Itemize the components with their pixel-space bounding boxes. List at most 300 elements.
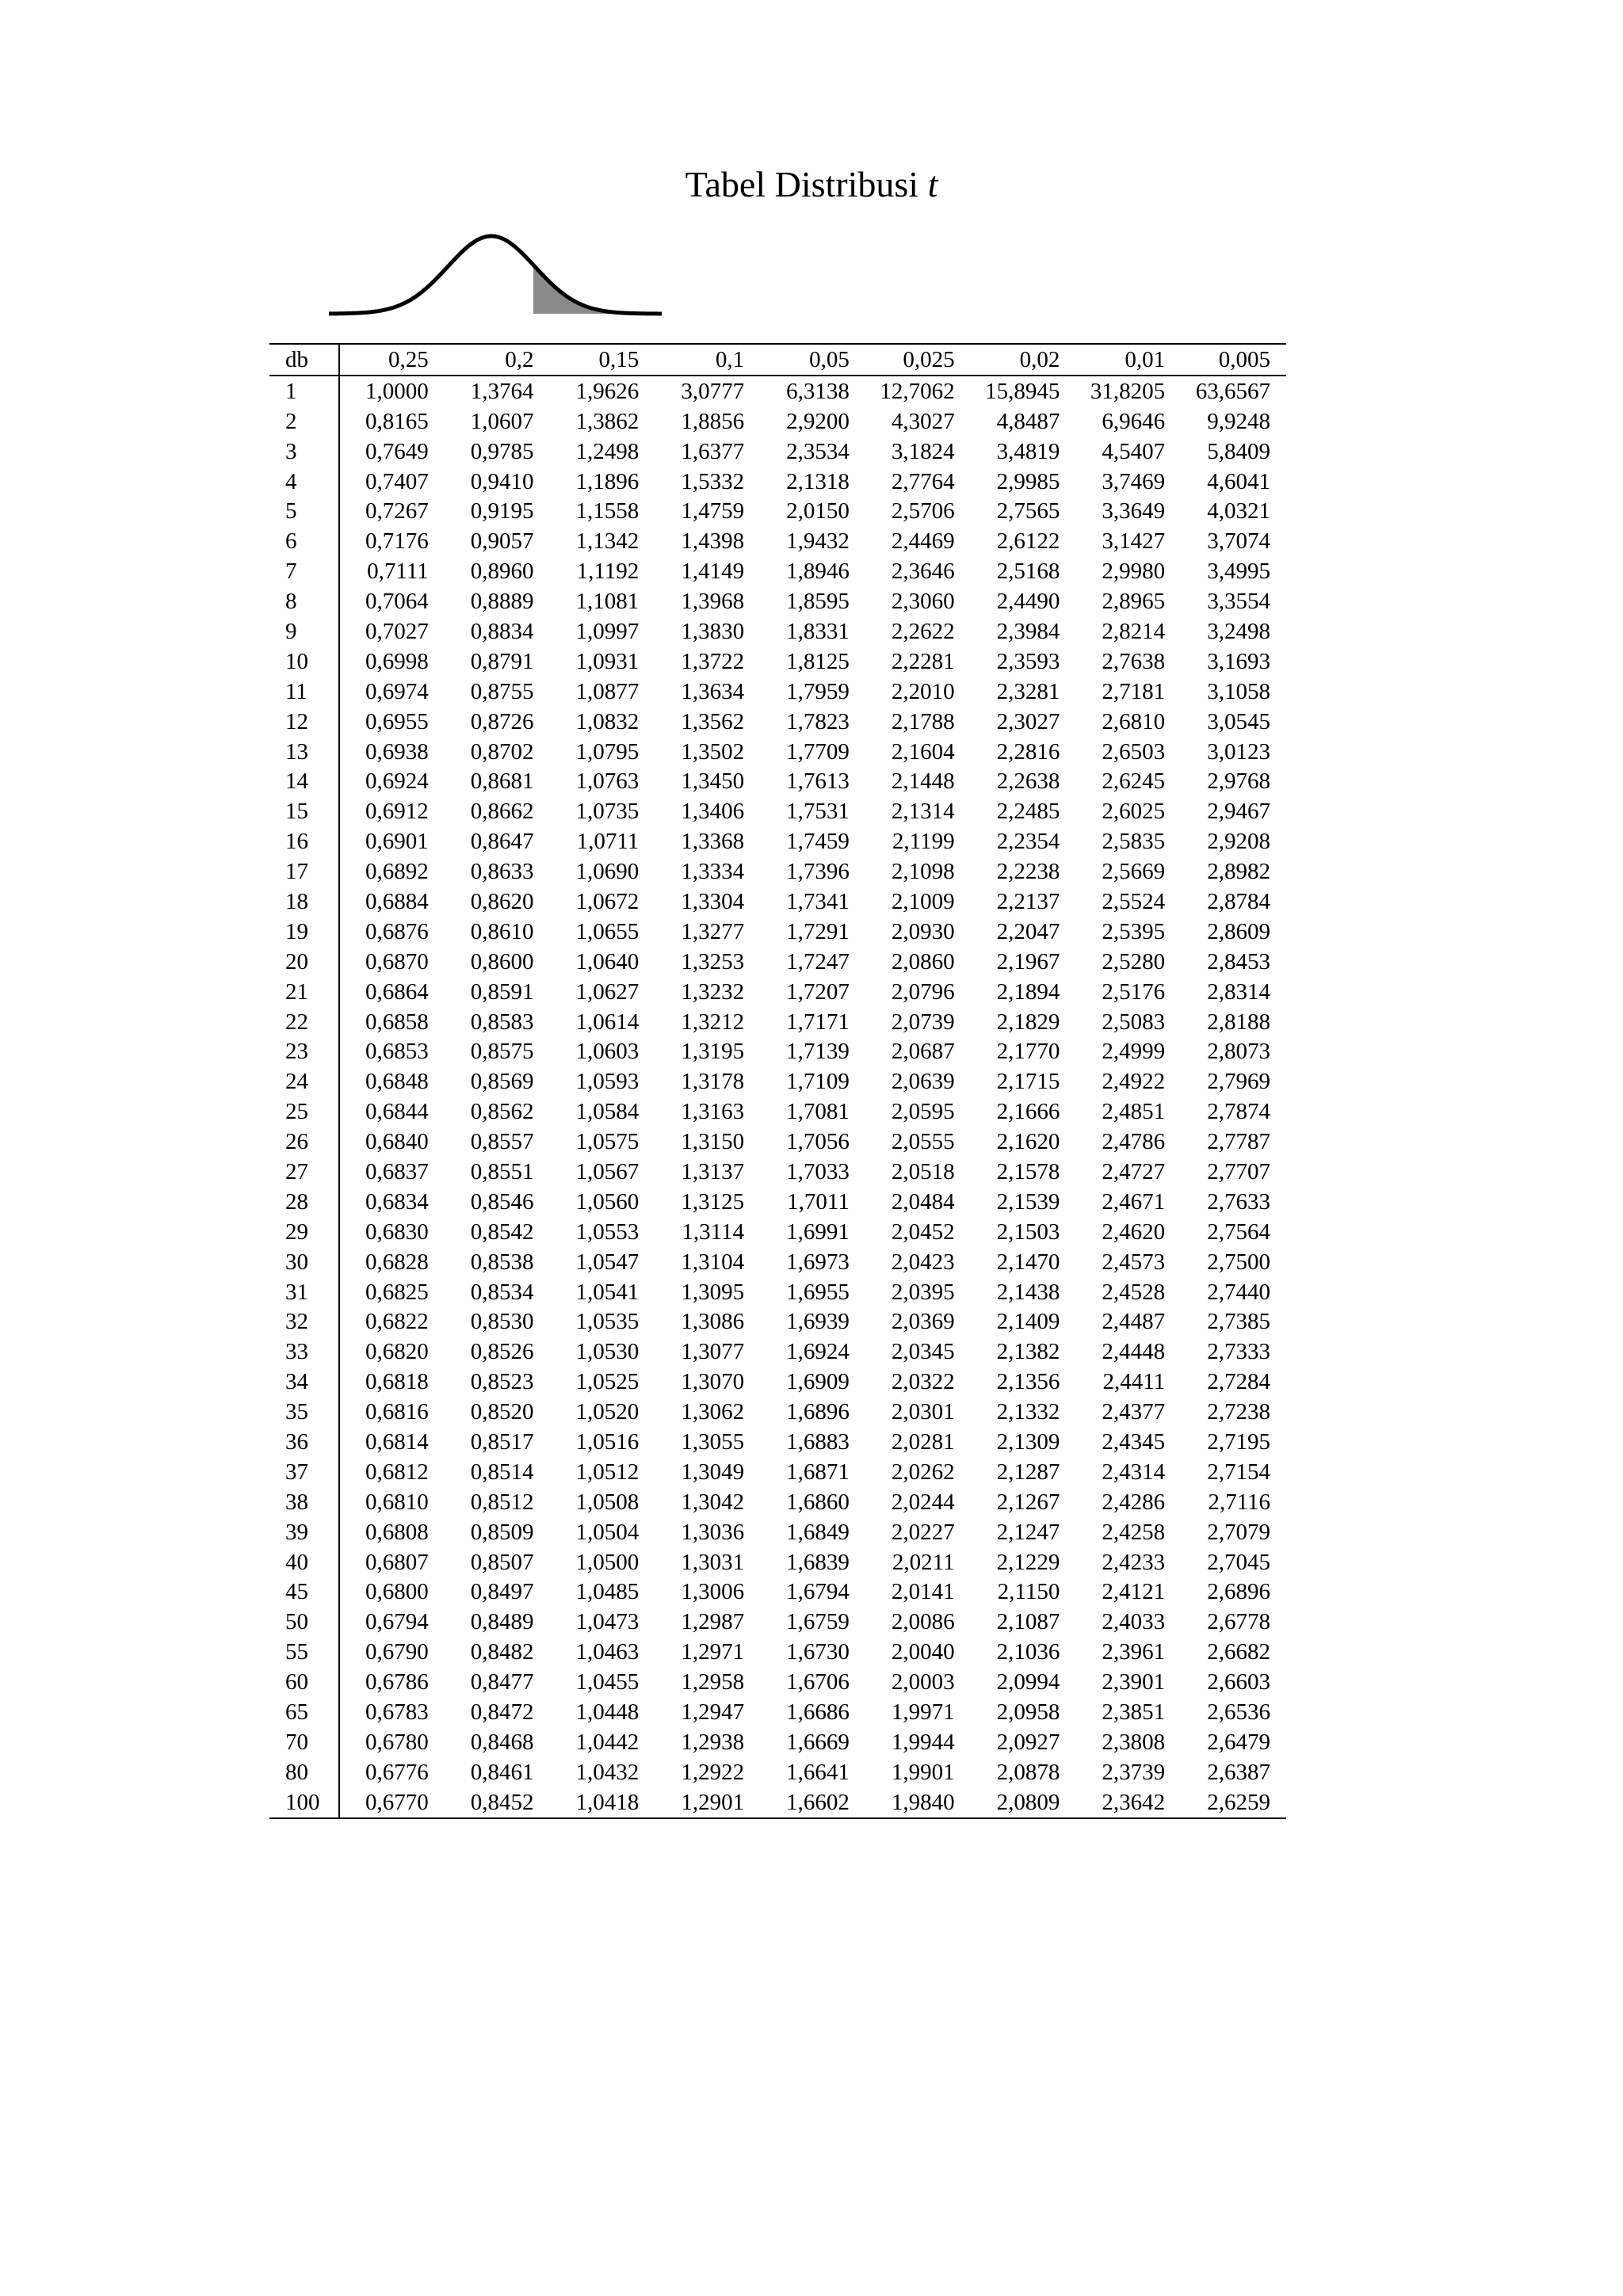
table-row: [269, 406, 1286, 437]
critical-value-cell: 2,1438: [996, 1279, 1060, 1305]
critical-value-cell: 0,8647: [470, 829, 534, 855]
critical-value-cell: 0,8489: [470, 1609, 534, 1635]
critical-value-cell: 2,3027: [996, 708, 1060, 734]
critical-value-cell: 1,0603: [575, 1039, 640, 1065]
critical-value-cell: 2,4671: [1102, 1188, 1166, 1215]
table-row: [269, 1607, 1286, 1637]
critical-value-cell: 2,1247: [996, 1519, 1060, 1545]
critical-value-cell: 2,1788: [891, 708, 955, 734]
critical-value-cell: 1,0795: [575, 738, 640, 765]
critical-value-cell: 1,3178: [681, 1069, 745, 1095]
critical-value-cell: 1,3036: [681, 1519, 745, 1545]
critical-value-cell: 4,8487: [996, 408, 1060, 434]
critical-value-cell: 2,0322: [891, 1369, 955, 1395]
critical-value-cell: 1,6706: [786, 1669, 850, 1695]
critical-value-cell: 2,8965: [1102, 589, 1166, 615]
critical-value-cell: 3,0123: [1207, 738, 1270, 765]
critical-value-cell: 0,6812: [365, 1459, 429, 1485]
critical-value-cell: 1,6896: [786, 1399, 850, 1425]
table-row: [269, 796, 1286, 826]
critical-value-cell: 2,5835: [1102, 829, 1166, 855]
critical-value-cell: 0,9785: [470, 438, 534, 464]
critical-value-cell: 2,4233: [1102, 1549, 1166, 1575]
table-row: [269, 887, 1286, 917]
critical-value-cell: 0,8575: [470, 1039, 534, 1065]
degrees-of-freedom-cell: 24: [269, 1066, 339, 1097]
table-row: [269, 1787, 1286, 1818]
critical-value-cell: 0,9057: [470, 528, 534, 555]
critical-value-cell: 2,6503: [1102, 738, 1166, 765]
degrees-of-freedom-cell: 36: [269, 1427, 339, 1457]
critical-value-cell: 2,1356: [996, 1369, 1060, 1395]
critical-value-cell: 2,0086: [891, 1609, 955, 1635]
critical-value-cell: 0,8461: [470, 1759, 534, 1785]
critical-value-cell: 1,7291: [786, 918, 850, 944]
critical-value-cell: 2,0860: [891, 948, 955, 974]
critical-value-cell: 2,3642: [1102, 1789, 1166, 1815]
critical-value-cell: 2,0739: [891, 1009, 955, 1035]
critical-value-cell: 0,7649: [365, 438, 429, 464]
degrees-of-freedom-cell: 32: [269, 1307, 339, 1337]
critical-value-cell: 1,2901: [681, 1789, 745, 1815]
critical-value-cell: 1,2498: [575, 438, 640, 464]
critical-value-cell: 2,4469: [891, 528, 955, 555]
critical-value-cell: 0,8791: [470, 648, 534, 674]
degrees-of-freedom-cell: 34: [269, 1367, 339, 1397]
critical-value-cell: 1,1081: [575, 589, 640, 615]
critical-value-cell: 0,6776: [365, 1759, 429, 1785]
degrees-of-freedom-cell: 55: [269, 1637, 339, 1667]
critical-value-cell: 6,3138: [786, 378, 850, 404]
critical-value-cell: 1,0655: [575, 918, 640, 944]
table-row: [269, 1097, 1286, 1127]
critical-value-cell: 1,3104: [681, 1249, 745, 1275]
degrees-of-freedom-cell: 39: [269, 1517, 339, 1547]
critical-value-cell: 3,3554: [1207, 589, 1270, 615]
critical-value-cell: 1,3150: [681, 1129, 745, 1155]
critical-value-cell: 0,6830: [365, 1219, 429, 1245]
degrees-of-freedom-cell: 65: [269, 1697, 339, 1727]
critical-value-cell: 3,1058: [1207, 678, 1270, 704]
critical-value-cell: 2,1604: [891, 738, 955, 765]
critical-value-cell: 2,7045: [1207, 1549, 1270, 1575]
critical-value-cell: 1,7709: [786, 738, 850, 765]
critical-value-cell: 1,6991: [786, 1219, 850, 1245]
critical-value-cell: 2,9467: [1207, 799, 1270, 825]
degrees-of-freedom-cell: 100: [269, 1787, 339, 1818]
critical-value-cell: 1,0832: [575, 708, 640, 734]
critical-value-cell: 2,3739: [1102, 1759, 1166, 1785]
critical-value-cell: 1,8125: [786, 648, 850, 674]
table-row: [269, 1157, 1286, 1187]
critical-value-cell: 1,5332: [681, 468, 745, 494]
critical-value-cell: 1,8595: [786, 589, 850, 615]
critical-value-cell: 1,6909: [786, 1369, 850, 1395]
degrees-of-freedom-cell: 25: [269, 1097, 339, 1127]
critical-value-cell: 0,7027: [365, 618, 429, 644]
critical-value-cell: 0,6800: [365, 1579, 429, 1605]
critical-value-cell: 2,0878: [996, 1759, 1060, 1785]
critical-value-cell: 2,1503: [996, 1219, 1060, 1245]
critical-value-cell: 1,1558: [575, 498, 640, 524]
critical-value-cell: 1,2971: [681, 1639, 745, 1665]
critical-value-cell: 2,5706: [891, 498, 955, 524]
critical-value-cell: 1,3125: [681, 1188, 745, 1215]
critical-value-cell: 63,6567: [1195, 378, 1270, 404]
critical-value-cell: 0,7111: [367, 559, 429, 585]
table-row: [269, 1277, 1286, 1307]
critical-value-cell: 1,0547: [575, 1249, 640, 1275]
critical-value-cell: 2,6682: [1207, 1639, 1270, 1665]
critical-value-cell: 0,8834: [470, 618, 534, 644]
critical-value-cell: 1,7396: [786, 859, 850, 885]
critical-value-cell: 2,0301: [891, 1399, 955, 1425]
critical-value-cell: 2,4487: [1102, 1309, 1166, 1335]
critical-value-cell: 1,7613: [786, 769, 850, 795]
critical-value-cell: 2,0930: [891, 918, 955, 944]
degrees-of-freedom-cell: 11: [269, 677, 339, 707]
critical-value-cell: 1,3368: [681, 829, 745, 855]
critical-value-cell: 2,1770: [996, 1039, 1060, 1065]
degrees-of-freedom-cell: 31: [269, 1277, 339, 1307]
critical-value-cell: 2,9980: [1102, 559, 1166, 585]
critical-value-cell: 1,0485: [575, 1579, 640, 1605]
degrees-of-freedom-cell: 27: [269, 1157, 339, 1187]
critical-value-cell: 1,0463: [575, 1639, 640, 1665]
degrees-of-freedom-cell: 4: [269, 467, 339, 497]
critical-value-cell: 2,8214: [1102, 618, 1166, 644]
page-title-variable: t: [927, 164, 938, 204]
critical-value-cell: 3,3649: [1102, 498, 1166, 524]
critical-value-cell: 0,8633: [470, 859, 534, 885]
alpha-header: 0,05: [809, 346, 850, 372]
critical-value-cell: 2,2816: [996, 738, 1060, 765]
degrees-of-freedom-cell: 1: [269, 376, 339, 406]
critical-value-cell: 1,0672: [575, 888, 640, 914]
critical-value-cell: 3,0777: [681, 378, 745, 404]
critical-value-cell: 1,0553: [575, 1219, 640, 1245]
critical-value-cell: 1,6759: [786, 1609, 850, 1635]
critical-value-cell: 2,7633: [1207, 1188, 1270, 1215]
critical-value-cell: 0,6814: [365, 1429, 429, 1455]
critical-value-cell: 9,9248: [1207, 408, 1270, 434]
critical-value-cell: 0,6837: [365, 1158, 429, 1184]
critical-value-cell: 0,8514: [470, 1459, 534, 1485]
critical-value-cell: 2,0150: [786, 498, 850, 524]
critical-value-cell: 1,9901: [891, 1759, 955, 1785]
critical-value-cell: 0,8542: [470, 1219, 534, 1245]
critical-value-cell: 1,6955: [786, 1279, 850, 1305]
critical-value-cell: 2,9768: [1207, 769, 1270, 795]
table-row: [269, 1487, 1286, 1517]
critical-value-cell: 1,0877: [575, 678, 640, 704]
degrees-of-freedom-cell: 14: [269, 766, 339, 796]
critical-value-cell: 1,7341: [786, 888, 850, 914]
critical-value-cell: 2,0395: [891, 1279, 955, 1305]
critical-value-cell: 3,2498: [1207, 618, 1270, 644]
critical-value-cell: 1,3277: [681, 918, 745, 944]
critical-value-cell: 4,6041: [1207, 468, 1270, 494]
critical-value-cell: 4,0321: [1207, 498, 1270, 524]
table-row: [269, 526, 1286, 556]
critical-value-cell: 2,0452: [891, 1219, 955, 1245]
critical-value-cell: 2,6245: [1102, 769, 1166, 795]
critical-value-cell: 1,0000: [365, 378, 429, 404]
critical-value-cell: 1,6730: [786, 1639, 850, 1665]
critical-value-cell: 2,4999: [1102, 1039, 1166, 1065]
critical-value-cell: 0,6810: [365, 1489, 429, 1515]
page-title: [0, 162, 1623, 207]
table-row: [269, 826, 1286, 856]
critical-value-cell: 1,6377: [681, 438, 745, 464]
critical-value-cell: 0,6770: [365, 1789, 429, 1815]
critical-value-cell: 3,7074: [1207, 528, 1270, 555]
degrees-of-freedom-cell: 6: [269, 526, 339, 556]
critical-value-cell: 0,8523: [470, 1369, 534, 1395]
critical-value-cell: 1,6871: [786, 1459, 850, 1485]
critical-value-cell: 0,6828: [365, 1249, 429, 1275]
critical-value-cell: 1,0690: [575, 859, 640, 885]
table-row: [269, 1517, 1286, 1547]
critical-value-cell: 1,3070: [681, 1369, 745, 1395]
critical-value-cell: 2,4922: [1102, 1069, 1166, 1095]
degrees-of-freedom-cell: 26: [269, 1127, 339, 1157]
table-row: [269, 766, 1286, 796]
critical-value-cell: 0,6853: [365, 1039, 429, 1065]
critical-value-cell: 1,3062: [681, 1399, 745, 1425]
critical-value-cell: 1,6794: [786, 1579, 850, 1605]
critical-value-cell: 0,6864: [365, 978, 429, 1005]
critical-value-cell: 2,0518: [891, 1158, 955, 1184]
critical-value-cell: 0,8520: [470, 1399, 534, 1425]
critical-value-cell: 2,1314: [891, 799, 955, 825]
table-row: [269, 1637, 1286, 1667]
critical-value-cell: 2,3534: [786, 438, 850, 464]
table-row: [269, 1577, 1286, 1608]
alpha-header: 0,005: [1218, 346, 1270, 372]
critical-value-cell: 1,3253: [681, 948, 745, 974]
critical-value-cell: 1,0575: [575, 1129, 640, 1155]
critical-value-cell: 2,4411: [1102, 1369, 1166, 1395]
critical-value-cell: 2,2354: [996, 829, 1060, 855]
table-row: [269, 947, 1286, 977]
table-row: [269, 1547, 1286, 1577]
table-row: [269, 1007, 1286, 1037]
table-row: [269, 1187, 1286, 1217]
critical-value-cell: 0,6844: [365, 1099, 429, 1125]
critical-value-cell: 2,4490: [996, 589, 1060, 615]
alpha-header: 0,15: [598, 346, 640, 372]
critical-value-cell: 1,0512: [575, 1459, 640, 1485]
critical-value-cell: 1,2987: [681, 1609, 745, 1635]
critical-value-cell: 2,6536: [1207, 1699, 1270, 1726]
critical-value-cell: 2,3984: [996, 618, 1060, 644]
critical-value-cell: 1,7459: [786, 829, 850, 855]
table-row: [269, 677, 1286, 707]
critical-value-cell: 2,7787: [1207, 1129, 1270, 1155]
critical-value-cell: 2,2010: [891, 678, 955, 704]
critical-value-cell: 1,4759: [681, 498, 745, 524]
critical-value-cell: 2,3901: [1102, 1669, 1166, 1695]
critical-value-cell: 2,4448: [1102, 1339, 1166, 1365]
critical-value-cell: 2,4786: [1102, 1129, 1166, 1155]
critical-value-cell: 1,3086: [681, 1309, 745, 1335]
critical-value-cell: 0,8497: [470, 1579, 534, 1605]
table-row: [269, 1066, 1286, 1097]
critical-value-cell: 0,8538: [470, 1249, 534, 1275]
critical-value-cell: 1,3722: [681, 648, 745, 674]
critical-value-cell: 2,1409: [996, 1309, 1060, 1335]
degrees-of-freedom-cell: 7: [269, 556, 339, 586]
table-row: [269, 376, 1286, 406]
degrees-of-freedom-cell: 18: [269, 887, 339, 917]
critical-value-cell: 1,3195: [681, 1039, 745, 1065]
critical-value-cell: 2,7195: [1207, 1429, 1270, 1455]
critical-value-cell: 2,6025: [1102, 799, 1166, 825]
critical-value-cell: 2,1036: [996, 1639, 1060, 1665]
critical-value-cell: 2,7181: [1102, 678, 1166, 704]
degrees-of-freedom-cell: 22: [269, 1007, 339, 1037]
critical-value-cell: 0,7176: [365, 528, 429, 555]
critical-value-cell: 2,0262: [891, 1459, 955, 1485]
critical-value-cell: 2,0796: [891, 978, 955, 1005]
critical-value-cell: 3,7469: [1102, 468, 1166, 494]
critical-value-cell: 1,7171: [786, 1009, 850, 1035]
critical-value-cell: 1,6924: [786, 1339, 850, 1365]
critical-value-cell: 2,0141: [891, 1579, 955, 1605]
critical-value-cell: 6,9646: [1102, 408, 1166, 434]
degrees-of-freedom-cell: 37: [269, 1457, 339, 1487]
critical-value-cell: 2,3808: [1102, 1729, 1166, 1755]
critical-value-cell: 1,8856: [681, 408, 745, 434]
critical-value-cell: 1,9432: [786, 528, 850, 555]
critical-value-cell: 1,3232: [681, 978, 745, 1005]
critical-value-cell: 1,6860: [786, 1489, 850, 1515]
critical-value-cell: 2,0994: [996, 1669, 1060, 1695]
critical-value-cell: 2,0244: [891, 1489, 955, 1515]
degrees-of-freedom-cell: 33: [269, 1337, 339, 1367]
critical-value-cell: 1,0763: [575, 769, 640, 795]
critical-value-cell: 1,6849: [786, 1519, 850, 1545]
critical-value-cell: 1,4398: [681, 528, 745, 555]
degrees-of-freedom-cell: 70: [269, 1727, 339, 1757]
critical-value-cell: 2,0345: [891, 1339, 955, 1365]
critical-value-cell: 2,8982: [1207, 859, 1270, 885]
critical-value-cell: 1,6669: [786, 1729, 850, 1755]
critical-value-cell: 1,0455: [575, 1669, 640, 1695]
critical-value-cell: 2,1009: [891, 888, 955, 914]
degrees-of-freedom-cell: 13: [269, 737, 339, 767]
table-row: [269, 1127, 1286, 1157]
critical-value-cell: 2,5176: [1102, 978, 1166, 1005]
critical-value-cell: 2,7764: [891, 468, 955, 494]
critical-value-cell: 2,4286: [1102, 1489, 1166, 1515]
critical-value-cell: 1,2958: [681, 1669, 745, 1695]
critical-value-cell: 2,8453: [1207, 948, 1270, 974]
critical-value-cell: 0,8468: [470, 1729, 534, 1755]
table-row: [269, 1457, 1286, 1487]
degrees-of-freedom-cell: 17: [269, 856, 339, 887]
critical-value-cell: 2,1894: [996, 978, 1060, 1005]
critical-value-cell: 1,3049: [681, 1459, 745, 1485]
critical-value-cell: 1,3137: [681, 1158, 745, 1184]
critical-value-cell: 2,3646: [891, 559, 955, 585]
critical-value-cell: 0,8662: [470, 799, 534, 825]
critical-value-cell: 2,6122: [996, 528, 1060, 555]
page-title-text: Tabel Distribusi: [685, 164, 919, 204]
critical-value-cell: 2,7333: [1207, 1339, 1270, 1365]
critical-value-cell: 1,3077: [681, 1339, 745, 1365]
critical-value-cell: 0,8526: [470, 1339, 534, 1365]
critical-value-cell: 1,0627: [575, 978, 640, 1005]
critical-value-cell: 1,3450: [681, 769, 745, 795]
critical-value-cell: 2,8784: [1207, 888, 1270, 914]
critical-value-cell: 2,0555: [891, 1129, 955, 1155]
critical-value-cell: 2,0639: [891, 1069, 955, 1095]
critical-value-cell: 2,7079: [1207, 1519, 1270, 1545]
critical-value-cell: 1,0504: [575, 1519, 640, 1545]
critical-value-cell: 1,3212: [681, 1009, 745, 1035]
degrees-of-freedom-cell: 30: [269, 1247, 339, 1277]
critical-value-cell: 1,0567: [575, 1158, 640, 1184]
critical-value-cell: 2,0040: [891, 1639, 955, 1665]
critical-value-cell: 2,9985: [996, 468, 1060, 494]
critical-value-cell: 2,5524: [1102, 888, 1166, 914]
degrees-of-freedom-cell: 40: [269, 1547, 339, 1577]
critical-value-cell: 2,0927: [996, 1729, 1060, 1755]
critical-value-cell: 0,6924: [365, 769, 429, 795]
critical-value-cell: 0,9410: [470, 468, 534, 494]
critical-value-cell: 2,1829: [996, 1009, 1060, 1035]
degrees-of-freedom-cell: 8: [269, 586, 339, 616]
critical-value-cell: 0,8517: [470, 1429, 534, 1455]
critical-value-cell: 0,6808: [365, 1519, 429, 1545]
critical-value-cell: 0,8600: [470, 948, 534, 974]
critical-value-cell: 1,3406: [681, 799, 745, 825]
critical-value-cell: 0,6892: [365, 859, 429, 885]
critical-value-cell: 0,8530: [470, 1309, 534, 1335]
critical-value-cell: 0,8889: [470, 589, 534, 615]
table-body: [269, 376, 1286, 1818]
critical-value-cell: 1,7247: [786, 948, 850, 974]
critical-value-cell: 0,7267: [365, 498, 429, 524]
critical-value-cell: 2,5395: [1102, 918, 1166, 944]
critical-value-cell: 1,7056: [786, 1129, 850, 1155]
critical-value-cell: 1,0432: [575, 1759, 640, 1785]
critical-value-cell: 0,8681: [470, 769, 534, 795]
degrees-of-freedom-cell: 15: [269, 796, 339, 826]
degrees-of-freedom-cell: 50: [269, 1607, 339, 1637]
critical-value-cell: 1,0614: [575, 1009, 640, 1035]
critical-value-cell: 2,9208: [1207, 829, 1270, 855]
critical-value-cell: 2,7500: [1207, 1249, 1270, 1275]
critical-value-cell: 0,6840: [365, 1129, 429, 1155]
critical-value-cell: 2,1098: [891, 859, 955, 885]
critical-value-cell: 2,4377: [1102, 1399, 1166, 1425]
critical-value-cell: 1,7531: [786, 799, 850, 825]
degrees-of-freedom-cell: 80: [269, 1757, 339, 1787]
table-row: [269, 646, 1286, 677]
critical-value-cell: 2,1332: [996, 1399, 1060, 1425]
critical-value-cell: 0,8569: [470, 1069, 534, 1095]
critical-value-cell: 0,6825: [365, 1279, 429, 1305]
degrees-of-freedom-cell: 5: [269, 496, 339, 526]
critical-value-cell: 2,3593: [996, 648, 1060, 674]
critical-value-cell: 2,1150: [997, 1579, 1060, 1605]
critical-value-cell: 1,7207: [786, 978, 850, 1005]
table-row: [269, 1697, 1286, 1727]
critical-value-cell: 1,3634: [681, 678, 745, 704]
